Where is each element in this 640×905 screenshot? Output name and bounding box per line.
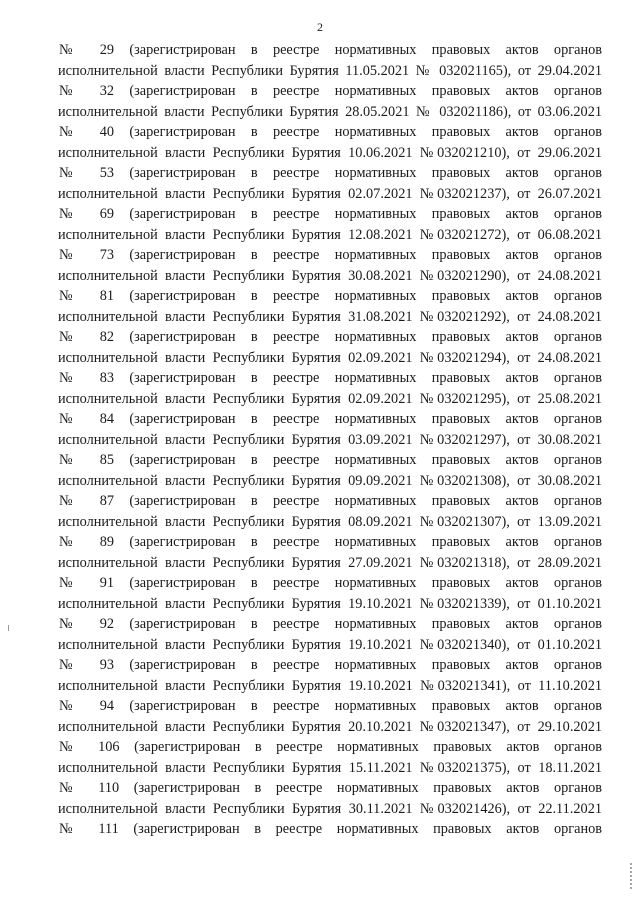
act-entry-first-line: № 94 (зарегистрирован в реестре нормативных правовых актов органов <box>59 698 602 714</box>
act-entry <box>58 40 602 81</box>
act-entry-second-line: исполнительной власти Республики Бурятия 02.09.2021 №032021295), от 25.08.2021 <box>58 390 602 407</box>
act-entry-second-line: исполнительной власти Республики Бурятия 20.10.2021 №032021347), от 29.10.2021 <box>58 718 602 735</box>
act-entry-first-line: № 53 (зарегистрирован в реестре нормативных правовых актов органов <box>59 165 602 181</box>
act-entry-first-line: № 83 (зарегистрирован в реестре нормативных правовых актов органов <box>59 370 602 386</box>
act-entry-second-line: исполнительной власти Республики Бурятия 19.10.2021 №032021340), от 01.10.2021 <box>58 636 602 653</box>
act-entry-second-line: исполнительной власти Республики Бурятия 02.09.2021 №032021294), от 24.08.2021 <box>58 349 602 366</box>
act-entry <box>58 163 602 204</box>
act-entry <box>58 532 602 573</box>
act-entry-first-line: № 40 (зарегистрирован в реестре нормативных правовых актов органов <box>59 124 602 140</box>
act-entry <box>58 450 602 491</box>
scan-margin-mark <box>8 625 9 631</box>
act-entry <box>58 245 602 286</box>
act-entry-second-line: исполнительной власти Республики Бурятия 12.08.2021 №032021272), от 06.08.2021 <box>58 226 602 243</box>
act-entry-first-line: № 82 (зарегистрирован в реестре нормативных правовых актов органов <box>59 329 602 345</box>
document-body <box>58 40 602 840</box>
act-entry-second-line: исполнительной власти Республики Бурятия 09.09.2021 №032021308), от 30.08.2021 <box>58 472 602 489</box>
act-entry-second-line: исполнительной власти Республики Бурятия 11.05.2021 № 032021165), от 29.04.2021 <box>58 62 602 79</box>
act-entry-first-line: № 81 (зарегистрирован в реестре нормативных правовых актов органов <box>59 288 602 304</box>
act-entry <box>58 204 602 245</box>
act-entry-first-line: № 73 (зарегистрирован в реестре нормативных правовых актов органов <box>59 247 602 263</box>
scan-edge-dots <box>630 862 632 890</box>
act-entry-first-line: № 111 (зарегистрирован в реестре нормативных правовых актов органов <box>59 821 602 837</box>
act-entry <box>58 491 602 532</box>
act-entry-first-line: № 110 (зарегистрирован в реестре нормативных правовых актов органов <box>59 780 602 796</box>
act-entry <box>58 327 602 368</box>
act-entry-first-line: № 32 (зарегистрирован в реестре нормативных правовых актов органов <box>59 83 602 99</box>
act-entry <box>58 368 602 409</box>
act-entry <box>58 819 602 840</box>
page-number: 2 <box>317 20 323 34</box>
act-entry-second-line: исполнительной власти Республики Бурятия 03.09.2021 №032021297), от 30.08.2021 <box>58 431 602 448</box>
act-entry-second-line: исполнительной власти Республики Бурятия 02.07.2021 №032021237), от 26.07.2021 <box>58 185 602 202</box>
act-entry-first-line: № 69 (зарегистрирован в реестре нормативных правовых актов органов <box>59 206 602 222</box>
act-entry-first-line: № 84 (зарегистрирован в реестре нормативных правовых актов органов <box>59 411 602 427</box>
act-entry-first-line: № 93 (зарегистрирован в реестре нормативных правовых актов органов <box>59 657 602 673</box>
act-entry-first-line: № 92 (зарегистрирован в реестре нормативных правовых актов органов <box>59 616 602 632</box>
act-entry-first-line: № 91 (зарегистрирован в реестре нормативных правовых актов органов <box>59 575 602 591</box>
act-entry-first-line: № 87 (зарегистрирован в реестре нормативных правовых актов органов <box>59 493 602 509</box>
act-entry-second-line: исполнительной власти Республики Бурятия 27.09.2021 №032021318), от 28.09.2021 <box>58 554 602 571</box>
act-entry <box>58 409 602 450</box>
act-entry <box>58 655 602 696</box>
act-entry <box>58 614 602 655</box>
act-entry <box>58 778 602 819</box>
act-entry-second-line: исполнительной власти Республики Бурятия 30.08.2021 №032021290), от 24.08.2021 <box>58 267 602 284</box>
act-entry-first-line: № 29 (зарегистрирован в реестре нормативных правовых актов органов <box>59 42 602 58</box>
act-entry <box>58 122 602 163</box>
act-entry <box>58 81 602 122</box>
act-entry-first-line: № 85 (зарегистрирован в реестре нормативных правовых актов органов <box>59 452 602 468</box>
act-entry <box>58 737 602 778</box>
act-entry-first-line: № 89 (зарегистрирован в реестре нормативных правовых актов органов <box>59 534 602 550</box>
act-entry-first-line: № 106 (зарегистрирован в реестре нормативных правовых актов органов <box>59 739 602 755</box>
act-entry <box>58 286 602 327</box>
act-entry-second-line: исполнительной власти Республики Бурятия 19.10.2021 №032021339), от 01.10.2021 <box>58 595 602 612</box>
act-entry-second-line: исполнительной власти Республики Бурятия 31.08.2021 №032021292), от 24.08.2021 <box>58 308 602 325</box>
act-entry-second-line: исполнительной власти Республики Бурятия 10.06.2021 №032021210), от 29.06.2021 <box>58 144 602 161</box>
act-entry-second-line: исполнительной власти Республики Бурятия 15.11.2021 №032021375), от 18.11.2021 <box>58 759 602 776</box>
act-entry-second-line: исполнительной власти Республики Бурятия 28.05.2021 № 032021186), от 03.06.2021 <box>58 103 602 120</box>
act-entry-second-line: исполнительной власти Республики Бурятия 19.10.2021 №032021341), от 11.10.2021 <box>58 677 602 694</box>
act-entry <box>58 696 602 737</box>
act-entry-second-line: исполнительной власти Республики Бурятия 30.11.2021 №032021426), от 22.11.2021 <box>58 800 602 817</box>
act-entry <box>58 573 602 614</box>
act-entry-second-line: исполнительной власти Республики Бурятия 08.09.2021 №032021307), от 13.09.2021 <box>58 513 602 530</box>
